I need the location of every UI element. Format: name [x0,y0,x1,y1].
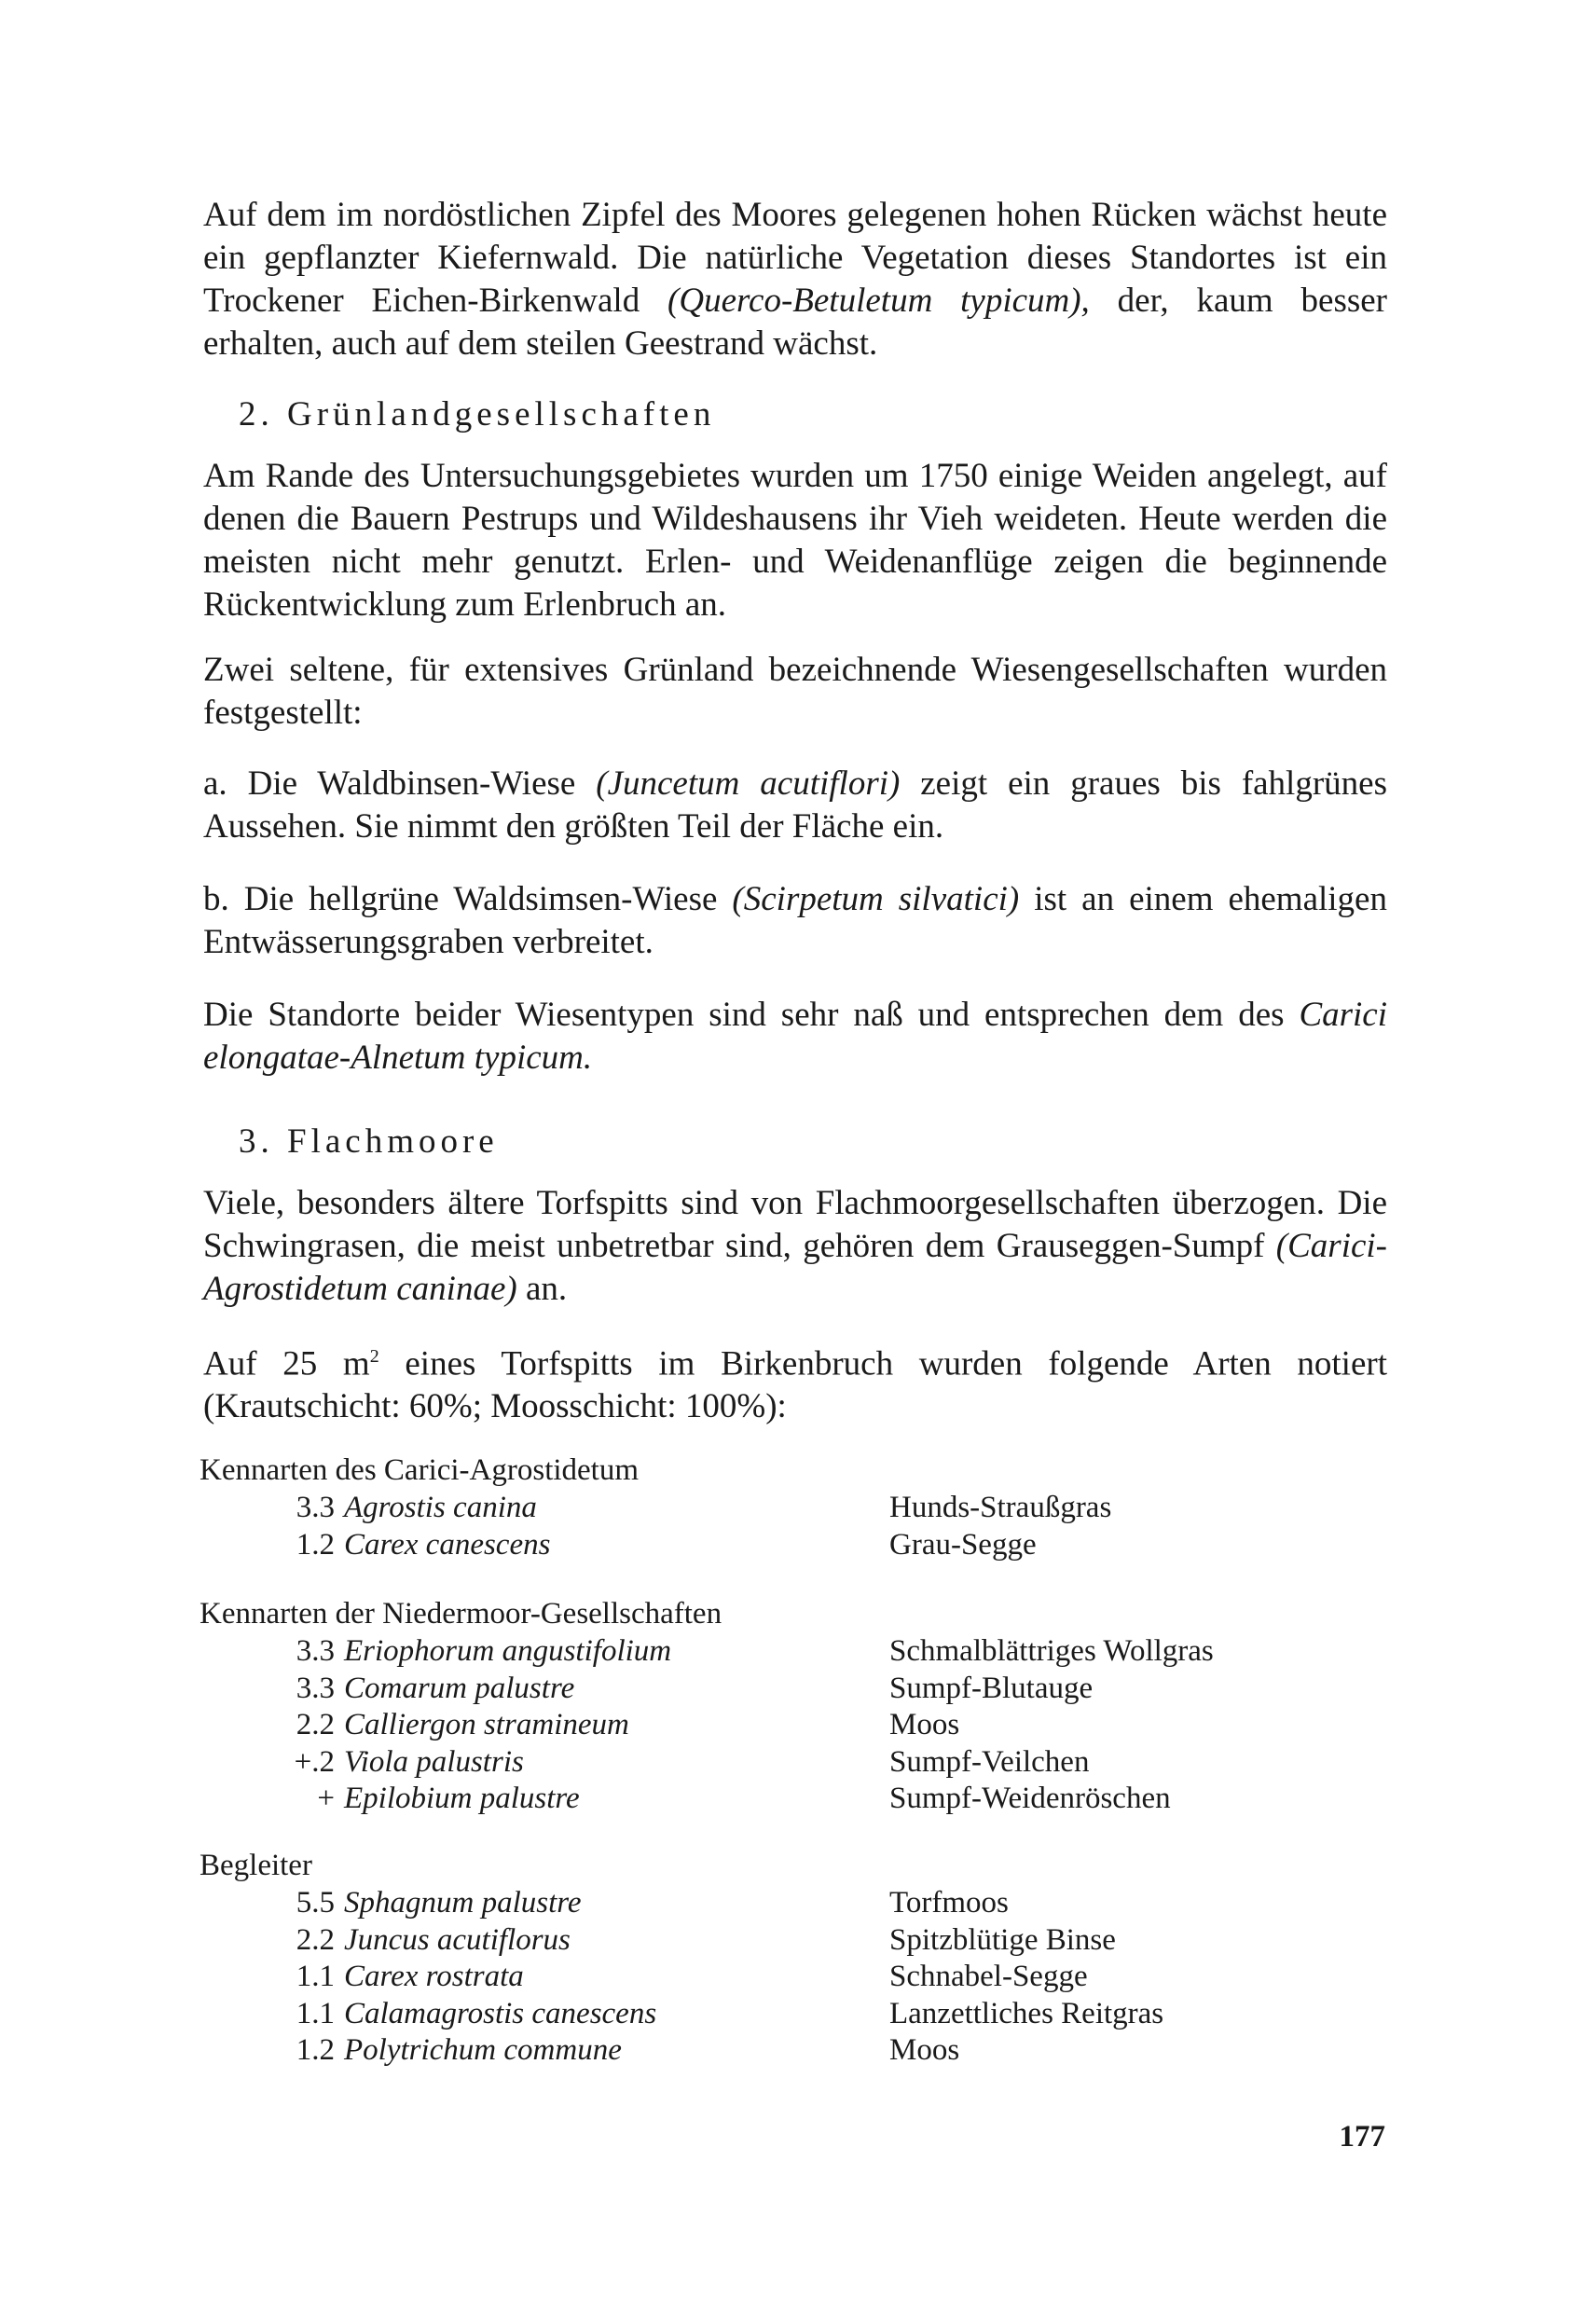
species-latin: Comarum palustre [344,1671,575,1705]
species-common: Spitzblütige Binse [889,1922,1116,1957]
species-group-begleiter [200,1848,1281,2070]
latin-name: Carici elongatae-Alnetum typicum. [203,996,1387,1077]
cover-code: +.2 [294,1744,335,1779]
species-row [200,2032,1281,2070]
species-latin: Agrostis canina [344,1491,537,1524]
paragraph-waldbinsen [203,763,1387,848]
paragraph-kiefernwald [203,194,1387,365]
cover-code: + [317,1782,335,1815]
paragraph-weiden [203,455,1387,626]
group-title: Kennarten der Niedermoor-Gesellschaften [200,1597,722,1631]
group-title: Begleiter [200,1849,312,1882]
species-latin: Juncus acutiflorus [344,1922,571,1957]
text: Auf dem im nordöstlichen Zipfel des Moores gelegenen hohen Rücken wächst heute ein gepflanzter Kiefernwald. Die natürliche Vegetation dieses Standortes ist ein Trockener Eichen-Birkenwald [203,196,1387,320]
species-common: Sumpf-Weidenröschen [889,1782,1171,1815]
latin-name: (Juncetum acutiflori) [596,764,901,803]
heading-text: 2. Grünlandgesellschaften [239,395,716,434]
species-row [200,1922,1281,1960]
page-number: 177 [1339,2120,1385,2154]
latin-name: (Scirpetum silvatici) [732,880,1020,918]
latin-name: (Carici-Agrostidetum caninae) [203,1227,1387,1308]
text: Viele, besonders ältere Torfspitts sind von Flachmoorgesellschaften überzogen. Die Schwingrasen, die meist unbetretbar sind, gehören dem Grauseggen-Sumpf [203,1184,1387,1265]
text: ist an einem ehemaligen Entwässerungsgraben verbreitet. [203,880,1387,961]
species-common: Torfmoos [889,1886,1009,1920]
cover-code: 2.2 [296,1708,335,1741]
species-row [200,1707,1281,1744]
text: zeigt ein graues bis fahlgrünes Aussehen. Sie nimmt den größten Teil der Fläche ein. [203,764,1387,846]
cover-code: 3.3 [296,1491,335,1524]
heading-text: 3. Flachmoore [239,1122,499,1161]
species-row [200,1885,1281,1922]
species-latin: Calamagrostis canescens [344,1996,657,2030]
text: Auf 25 m [203,1344,370,1383]
section-heading-gruenland [203,393,1387,436]
species-latin: Polytrichum commune [344,2033,622,2067]
text: a. Die Waldbinsen-Wiese [203,764,597,803]
species-row [200,1527,1281,1564]
paragraph-arten-notiert [203,1335,1387,1428]
cover-code: 1.1 [296,1996,335,2030]
species-latin: Carex rostrata [344,1960,524,1993]
species-latin: Calliergon stramineum [344,1708,629,1741]
paragraph-wiesengesellschaften [203,649,1387,735]
species-latin: Epilobium palustre [344,1782,580,1815]
species-row [200,1633,1281,1671]
species-common: Moos [889,2033,960,2067]
text: eines Torfspitts im Birkenbruch wurden folgende Arten notiert (Krautschicht: 60%; Moosschicht: 100%): [203,1344,1387,1426]
cover-code: 5.5 [296,1886,335,1920]
species-latin: Eriophorum angustifolium [344,1634,672,1668]
group-title: Kennarten des Carici-Agrostidetum [200,1453,640,1487]
paragraph-standorte [203,994,1387,1080]
cover-code: 1.2 [296,1527,335,1562]
cover-code: 1.1 [296,1960,335,1993]
text: Zwei seltene, für extensives Grünland bezeichnende Wiesengesellschaften wurden festgestellt: [203,651,1387,732]
cover-code: 3.3 [296,1671,335,1705]
species-row [200,1996,1281,2033]
species-group-carici [200,1452,1281,1563]
species-common: Hunds-Straußgras [889,1491,1112,1524]
superscript: 2 [369,1346,379,1367]
latin-name: (Querco-Betuletum typicum), [667,282,1090,320]
cover-code: 3.3 [296,1634,335,1668]
species-latin: Carex canescens [344,1527,551,1562]
species-common: Sumpf-Blutauge [889,1671,1094,1705]
text: b. Die hellgrüne Waldsimsen-Wiese [203,880,733,918]
species-row [200,1959,1281,1996]
text: Am Rande des Untersuchungsgebietes wurden um 1750 einige Weiden angelegt, auf denen die Bauern Pestrups und Wildeshausens ihr Vieh weideten. Heute werden die meisten nicht mehr genutzt. Erlen- und Weidenanflüge zeigen die beginnende Rückentwicklung zum Erlenbruch an. [203,457,1387,624]
species-group-niedermoor [200,1596,1281,1818]
text: an. [516,1270,568,1308]
paragraph-torfspitts [203,1182,1387,1311]
species-latin: Sphagnum palustre [344,1886,582,1920]
text: der, kaum besser erhalten, auch auf dem steilen Geestrand wächst. [203,282,1387,363]
species-common: Schnabel-Segge [889,1960,1088,1993]
species-common: Moos [889,1708,960,1741]
species-common: Grau-Segge [889,1527,1037,1562]
cover-code: 2.2 [296,1922,335,1957]
species-common: Sumpf-Veilchen [889,1744,1090,1779]
species-common: Schmalblättriges Wollgras [889,1634,1214,1668]
text: Die Standorte beider Wiesentypen sind sehr naß und entsprechen dem des [203,996,1300,1034]
paragraph-waldsimsen [203,878,1387,964]
species-row [200,1671,1281,1708]
section-heading-flachmoore [203,1121,1387,1163]
species-common: Lanzettliches Reitgras [889,1996,1164,2030]
cover-code: 1.2 [296,2033,335,2067]
species-latin: Viola palustris [344,1744,524,1779]
species-row [200,1490,1281,1527]
species-row [200,1744,1281,1782]
species-row [200,1781,1281,1818]
